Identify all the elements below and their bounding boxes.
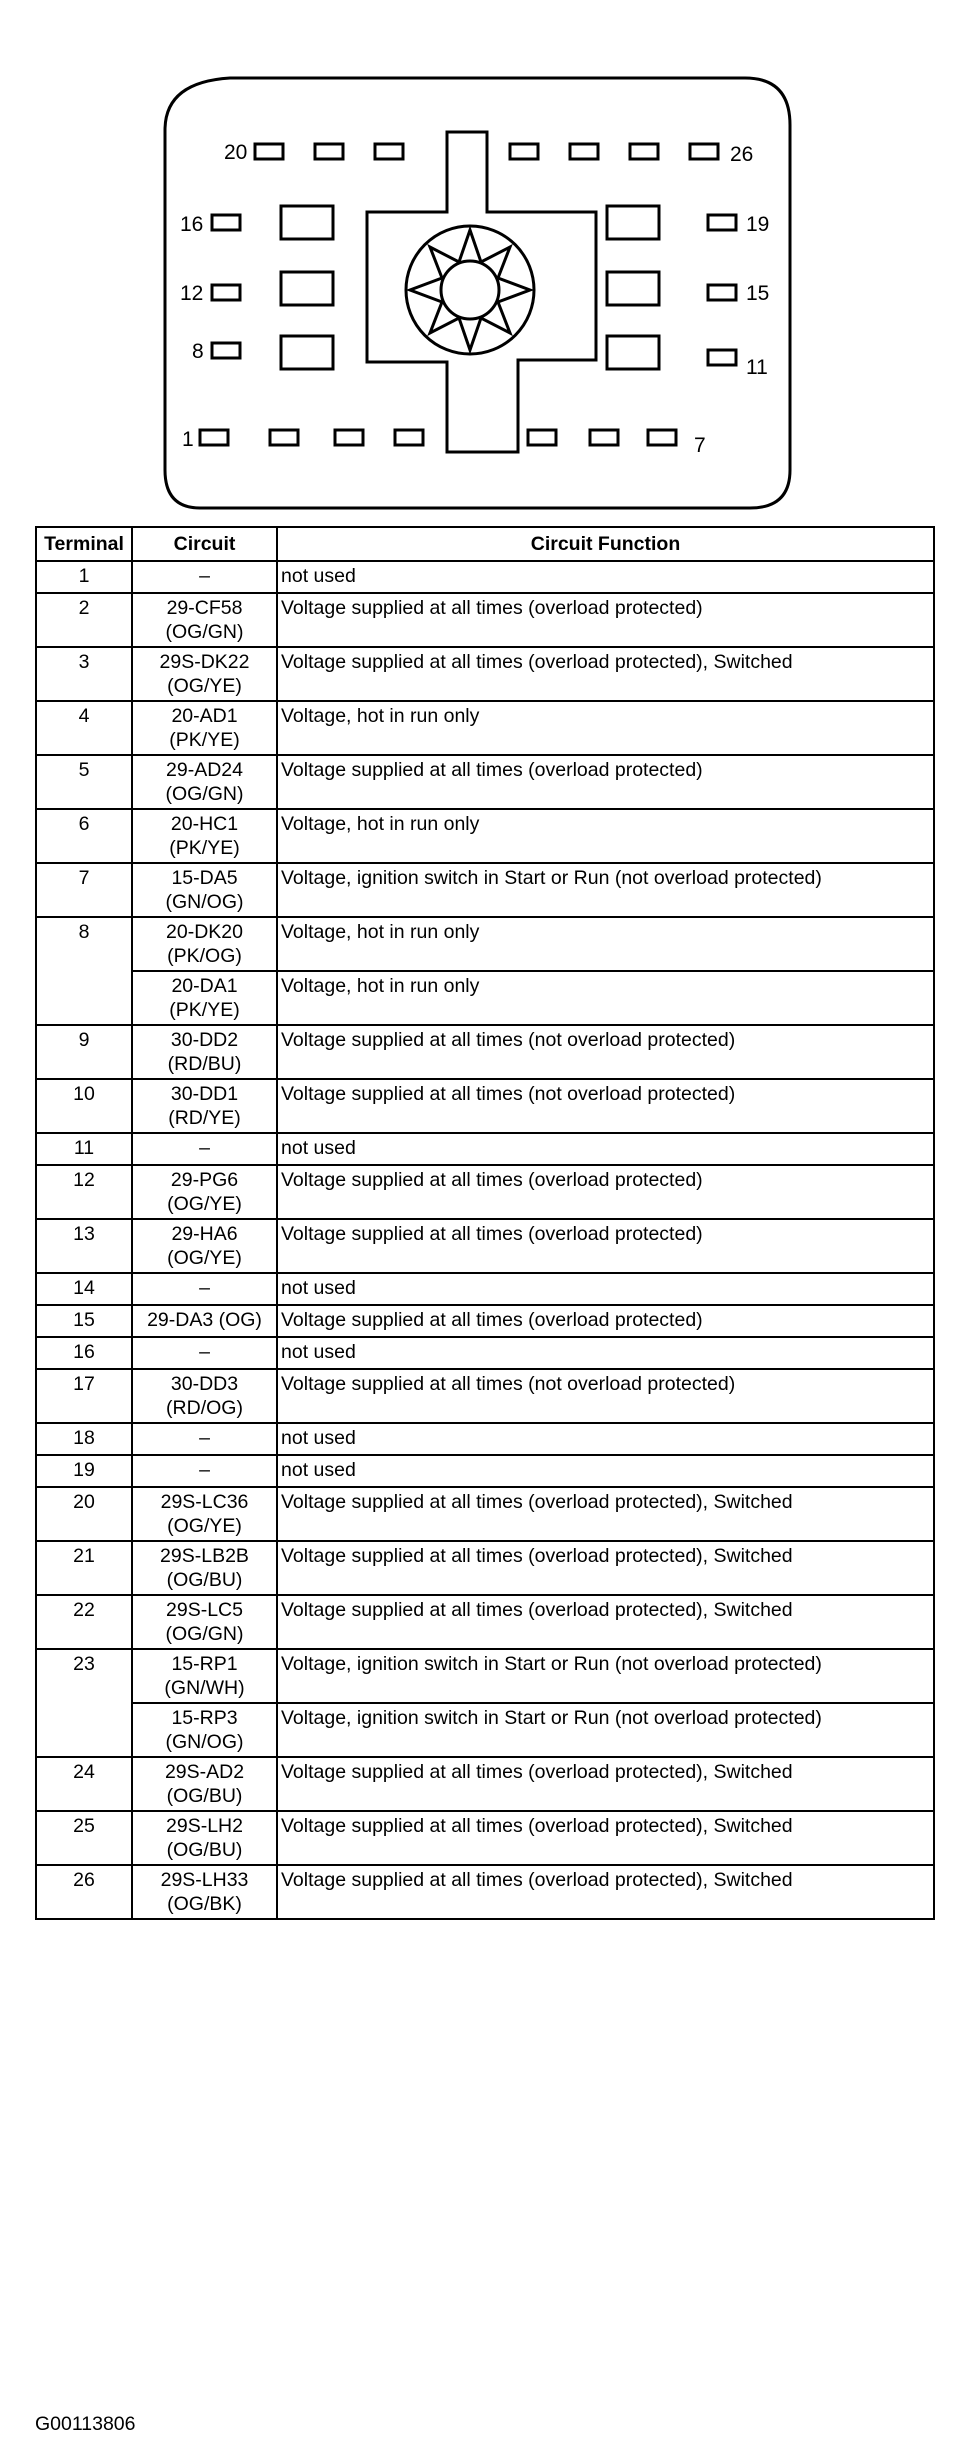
header-circuit-function: Circuit Function [277,527,934,561]
circuit-cell [132,1757,277,1811]
circuit-line: 29-PG6 [170,1169,239,1191]
circuit-line: – [199,1341,210,1363]
circuit-line: (OG/YE) [167,1515,242,1537]
terminal-cell: 4 [36,701,132,755]
table-row [36,1165,934,1219]
table-row [36,917,934,971]
function-cell: Voltage, hot in run only [277,809,934,863]
pin-label-19: 19 [746,213,770,236]
terminal-cell: 9 [36,1025,132,1079]
table-row [36,1487,934,1541]
function-cell: not used [277,1423,934,1455]
circuit-cell [132,1273,277,1305]
circuit-line: (OG/YE) [167,1247,242,1269]
function-cell: Voltage supplied at all times (overload protected), Switched [277,1811,934,1865]
circuit-line: (OG/BU) [166,1785,243,1807]
table-row [36,593,934,647]
terminal-cell: 19 [36,1455,132,1487]
function-cell: not used [277,1337,934,1369]
function-cell: not used [277,1273,934,1305]
table-row [36,647,934,701]
pin-label-16: 16 [180,213,204,236]
table-row [36,1423,934,1455]
circuit-cell [132,1865,277,1919]
circuit-cell [132,1165,277,1219]
circuit-cell [132,1133,277,1165]
circuit-line: – [199,1427,210,1449]
table-row [36,1541,934,1595]
pin-label-26: 26 [730,143,754,166]
function-cell: not used [277,561,934,593]
circuit-cell [132,561,277,593]
circuit-cell [132,1423,277,1455]
function-cell: Voltage supplied at all times (overload protected) [277,1165,934,1219]
circuit-line: (PK/YE) [169,999,240,1021]
circuit-line: (GN/WH) [164,1677,245,1699]
circuit-line: 20-AD1 [171,705,238,727]
circuit-line: – [199,1459,210,1481]
terminal-cell: 15 [36,1305,132,1337]
figure-id: G00113806 [35,2413,136,2435]
table-row [36,1273,934,1305]
circuit-line: (OG/BU) [166,1569,243,1591]
function-cell: not used [277,1455,934,1487]
function-cell: Voltage supplied at all times (overload protected), Switched [277,1757,934,1811]
table-row [36,1649,934,1703]
circuit-cell [132,917,277,971]
circuit-cell [132,1811,277,1865]
function-cell: Voltage supplied at all times (overload protected), Switched [277,1487,934,1541]
circuit-cell [132,971,277,1025]
function-cell: Voltage, ignition switch in Start or Run (not overload protected) [277,863,934,917]
circuit-cell [132,863,277,917]
terminal-cell: 2 [36,593,132,647]
pin-label-15: 15 [746,282,770,305]
terminal-cell: 14 [36,1273,132,1305]
circuit-line: (RD/YE) [168,1107,241,1129]
circuit-cell [132,593,277,647]
table-row [36,1865,934,1919]
function-cell: Voltage, ignition switch in Start or Run (not overload protected) [277,1649,934,1703]
circuit-line: (RD/OG) [166,1397,243,1419]
circuit-line: – [199,1137,210,1159]
function-cell: Voltage supplied at all times (not overload protected) [277,1025,934,1079]
terminal-cell: 6 [36,809,132,863]
pin-label-8: 8 [192,340,204,363]
circuit-cell [132,1337,277,1369]
terminal-cell: 8 [36,917,132,1025]
circuit-cell [132,1219,277,1273]
pinout-table [35,526,935,1920]
header-terminal: Terminal [36,527,132,561]
function-cell: Voltage supplied at all times (overload protected), Switched [277,1595,934,1649]
circuit-line: (OG/GN) [165,621,244,643]
circuit-line: 29S-LH2 [166,1815,243,1837]
circuit-cell [132,1079,277,1133]
circuit-line: 29S-AD2 [164,1761,245,1783]
circuit-line: 29S-LC5 [166,1599,243,1621]
terminal-cell: 7 [36,863,132,917]
circuit-line: 29-CF58 [166,597,243,619]
circuit-line: (PK/YE) [169,729,240,751]
table-row [36,561,934,593]
table-row [36,1219,934,1273]
function-cell: Voltage supplied at all times (overload protected), Switched [277,1865,934,1919]
header-circuit: Circuit [132,527,277,561]
pin-label-20: 20 [224,141,248,164]
table-row [36,1455,934,1487]
circuit-line: 29S-LC36 [160,1491,249,1513]
pin-label-7: 7 [694,434,706,457]
circuit-line: (RD/BU) [167,1053,242,1075]
circuit-cell [132,1703,277,1757]
function-cell: Voltage supplied at all times (overload protected), Switched [277,647,934,701]
circuit-line: 29S-LB2B [160,1545,249,1567]
terminal-cell: 24 [36,1757,132,1811]
circuit-line: 15-RP3 [171,1707,238,1729]
terminal-cell: 18 [36,1423,132,1455]
circuit-cell [132,1487,277,1541]
table-row [36,863,934,917]
terminal-cell: 5 [36,755,132,809]
table-row [36,1133,934,1165]
circuit-line: 15-DA5 [171,867,238,889]
terminal-cell: 22 [36,1595,132,1649]
terminal-cell: 26 [36,1865,132,1919]
circuit-line: (OG/BK) [167,1893,242,1915]
table-row [36,1079,934,1133]
terminal-cell: 11 [36,1133,132,1165]
pin-label-12: 12 [180,282,204,305]
circuit-line: 29S-DK22 [159,651,250,673]
function-cell: not used [277,1133,934,1165]
circuit-line: 15-RP1 [171,1653,238,1675]
circuit-line: 29-HA6 [171,1223,238,1245]
table-row [36,1595,934,1649]
table-row [36,1337,934,1369]
circuit-line: – [199,1277,210,1299]
function-cell: Voltage, hot in run only [277,701,934,755]
function-cell: Voltage supplied at all times (not overload protected) [277,1369,934,1423]
circuit-line: (OG/YE) [167,675,242,697]
table-row [36,1305,934,1337]
function-cell: Voltage supplied at all times (not overload protected) [277,1079,934,1133]
pin-label-11: 11 [746,356,768,379]
circuit-line: (PK/OG) [167,945,242,967]
center-socket [367,132,596,452]
circuit-line: (PK/YE) [169,837,240,859]
terminal-cell: 10 [36,1079,132,1133]
function-cell: Voltage supplied at all times (overload protected) [277,755,934,809]
circuit-line: (OG/GN) [165,783,244,805]
circuit-line: 20-HC1 [170,813,239,835]
terminal-cell: 21 [36,1541,132,1595]
circuit-cell [132,1305,277,1337]
table-header-row [36,527,934,561]
circuit-line: 20-DA1 [171,975,238,997]
circuit-line: – [199,565,210,587]
function-cell: Voltage supplied at all times (overload protected) [277,1219,934,1273]
terminal-cell: 1 [36,561,132,593]
circuit-line: 29-DA3 (OG) [147,1309,262,1331]
bottom-row-pins [200,430,676,445]
circuit-line: (GN/OG) [165,891,244,913]
terminal-cell: 20 [36,1487,132,1541]
circuit-cell [132,1649,277,1703]
circuit-line: (GN/OG) [165,1731,244,1753]
table-row [36,1757,934,1811]
circuit-line: 29S-LH33 [160,1869,249,1891]
circuit-line: (OG/GN) [165,1623,244,1645]
terminal-cell: 13 [36,1219,132,1273]
circuit-cell [132,701,277,755]
connector-diagram [0,0,955,515]
table-row [36,701,934,755]
circuit-line: 30-DD1 [170,1083,239,1105]
table-row [36,1369,934,1423]
left-side-pins [212,215,240,358]
circuit-line: 29-AD24 [166,759,243,781]
function-cell: Voltage supplied at all times (overload protected), Switched [277,1541,934,1595]
table-row [36,755,934,809]
terminal-cell: 17 [36,1369,132,1423]
circuit-cell [132,1595,277,1649]
terminal-cell: 16 [36,1337,132,1369]
circuit-line: 20-DK20 [166,921,243,943]
function-cell: Voltage supplied at all times (overload protected) [277,1305,934,1337]
keying-star [406,226,534,354]
terminal-cell: 25 [36,1811,132,1865]
circuit-cell [132,755,277,809]
circuit-cell [132,1541,277,1595]
function-cell: Voltage, ignition switch in Start or Run (not overload protected) [277,1703,934,1757]
circuit-cell [132,1025,277,1079]
circuit-cell [132,1369,277,1423]
right-side-pins [708,215,736,365]
circuit-line: (OG/YE) [167,1193,242,1215]
circuit-line: (OG/BU) [166,1839,243,1861]
table-row [36,1703,934,1757]
table-body [36,561,934,1919]
function-cell: Voltage, hot in run only [277,971,934,1025]
table-row [36,1025,934,1079]
terminal-cell: 3 [36,647,132,701]
function-cell: Voltage supplied at all times (overload protected) [277,593,934,647]
function-cell: Voltage, hot in run only [277,917,934,971]
terminal-cell: 23 [36,1649,132,1757]
circuit-cell [132,809,277,863]
table-row [36,809,934,863]
circuit-line: 30-DD3 [170,1373,239,1395]
terminal-cell: 12 [36,1165,132,1219]
circuit-line: 30-DD2 [170,1029,239,1051]
table-row [36,1811,934,1865]
table-row [36,971,934,1025]
pin-label-1: 1 [182,428,194,451]
circuit-cell [132,647,277,701]
circuit-cell [132,1455,277,1487]
